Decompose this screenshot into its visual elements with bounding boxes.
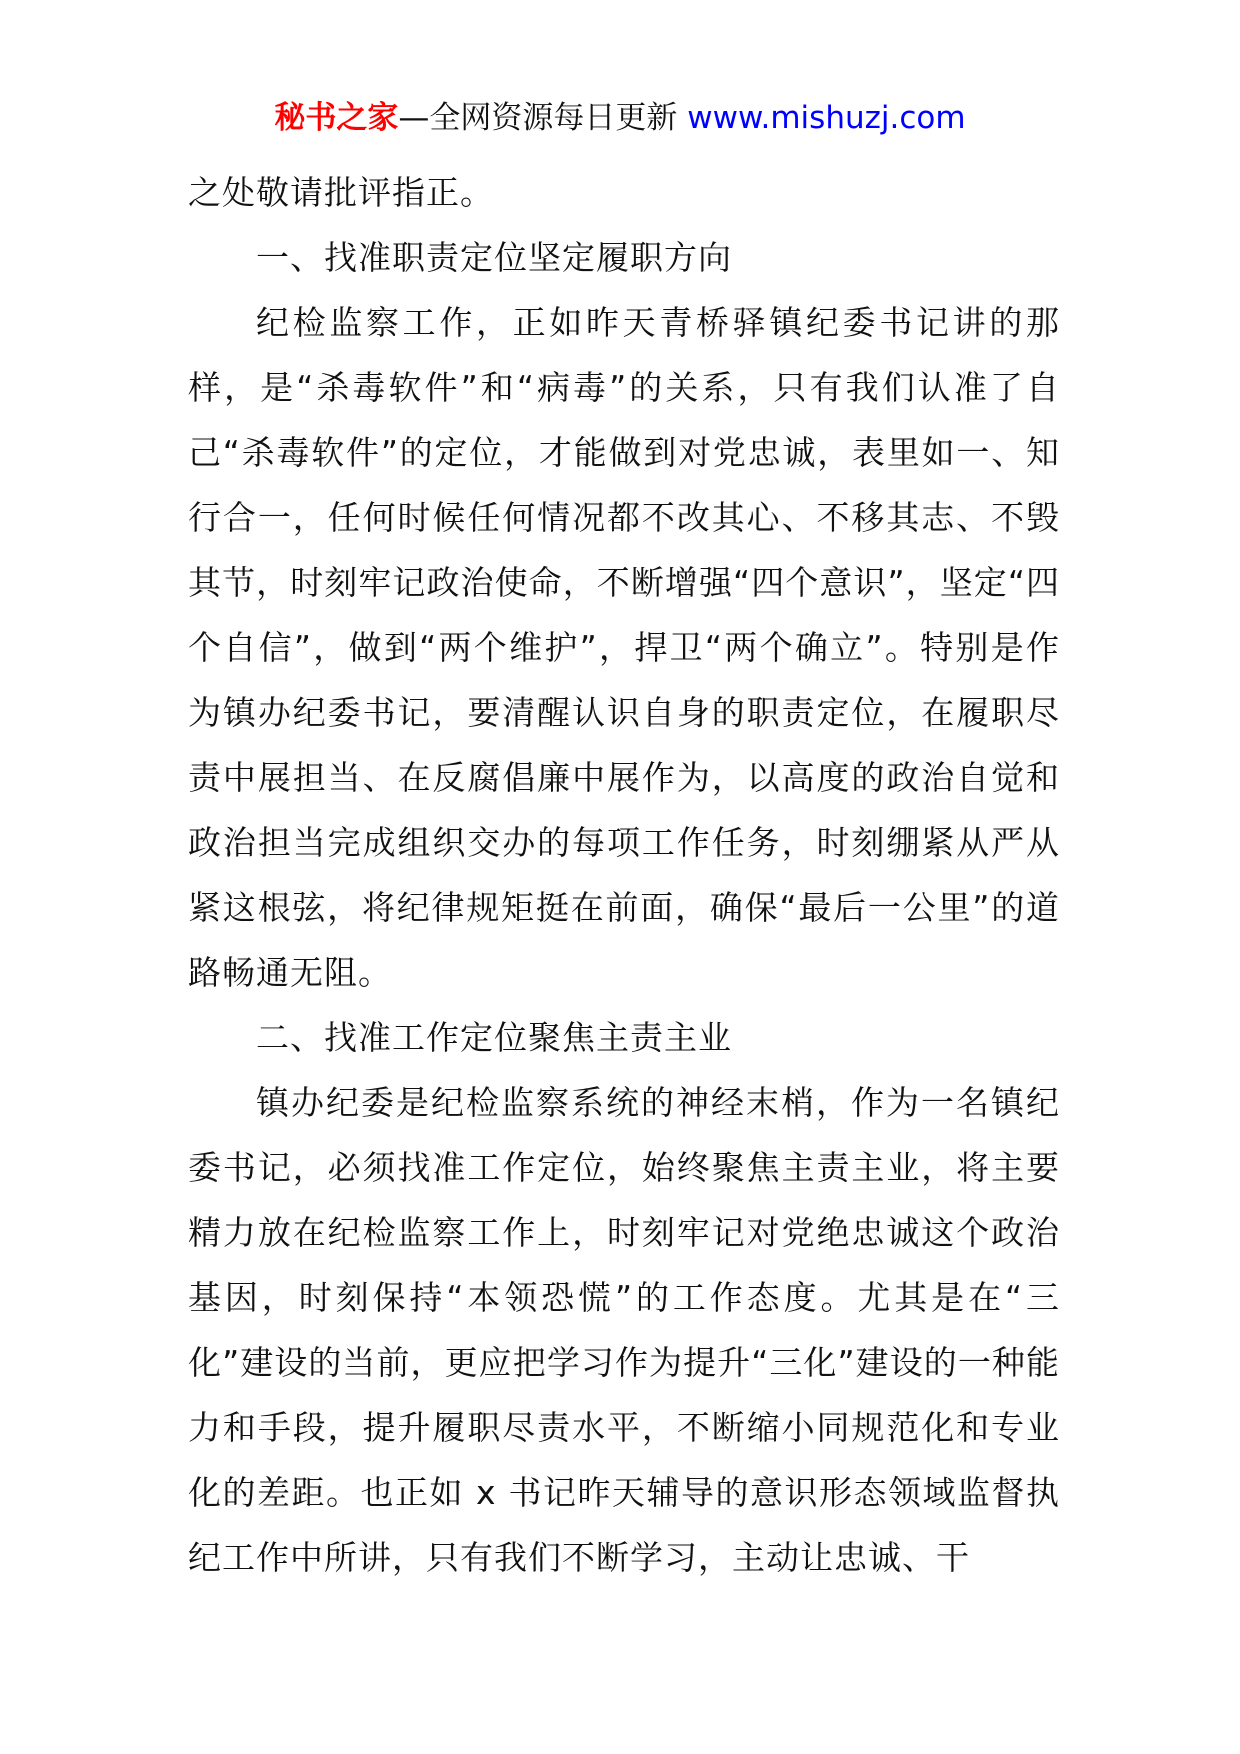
brand-name: 秘书之家 xyxy=(274,100,399,136)
document-body xyxy=(188,160,1060,1590)
paragraph-2: 镇办纪委是纪检监察系统的神经末梢，作为一名镇纪委书记，必须找准工作定位，始终聚焦主责主业，将主要精力放在纪检监察工作上，时刻牢记对党绝忠诚这个政治基因，时刻保持“本领恐慌”的工作态度。尤其是在“三化”建设的当前，更应把学习作为提升“三化”建设的一种能力和手段，提升履职尽责水平，不断缩小同规范化和专业化的差距。也正如 x 书记昨天辅导的意识形态领域监督执纪工作中所讲，只有我们不断学习，主动让忠诚、干 xyxy=(188,1083,1060,1577)
header-tagline: —全网资源每日更新 xyxy=(398,100,688,136)
paragraph-1: 纪检监察工作，正如昨天青桥驿镇纪委书记讲的那样，是“杀毒软件”和“病毒”的关系，只有我们认准了自己“杀毒软件”的定位，才能做到对党忠诚，表里如一、知行合一，任何时候任何情况都不改其心、不移其志、不毁其节，时刻牢记政治使命，不断增强“四个意识”，坚定“四个自信”，做到“两个维护”，捍卫“两个确立”。特别是作为镇办纪委书记，要清醒认识自身的职责定位，在履职尽责中展担当、在反腐倡廉中展作为，以高度的政治自觉和政治担当完成组织交办的每项工作任务，时刻绷紧从严从紧这根弦，将纪律规矩挺在前面，确保“最后一公里”的道路畅通无阻。 xyxy=(188,303,1060,992)
page-header xyxy=(0,98,1240,138)
section-heading-1: 一、找准职责定位坚定履职方向 xyxy=(256,238,732,277)
section-heading-2: 二、找准工作定位聚焦主责主业 xyxy=(256,1018,732,1057)
site-url-link[interactable]: www.mishuzj.com xyxy=(687,100,966,136)
continuation-text: 之处敬请批评指正。 xyxy=(188,173,494,212)
